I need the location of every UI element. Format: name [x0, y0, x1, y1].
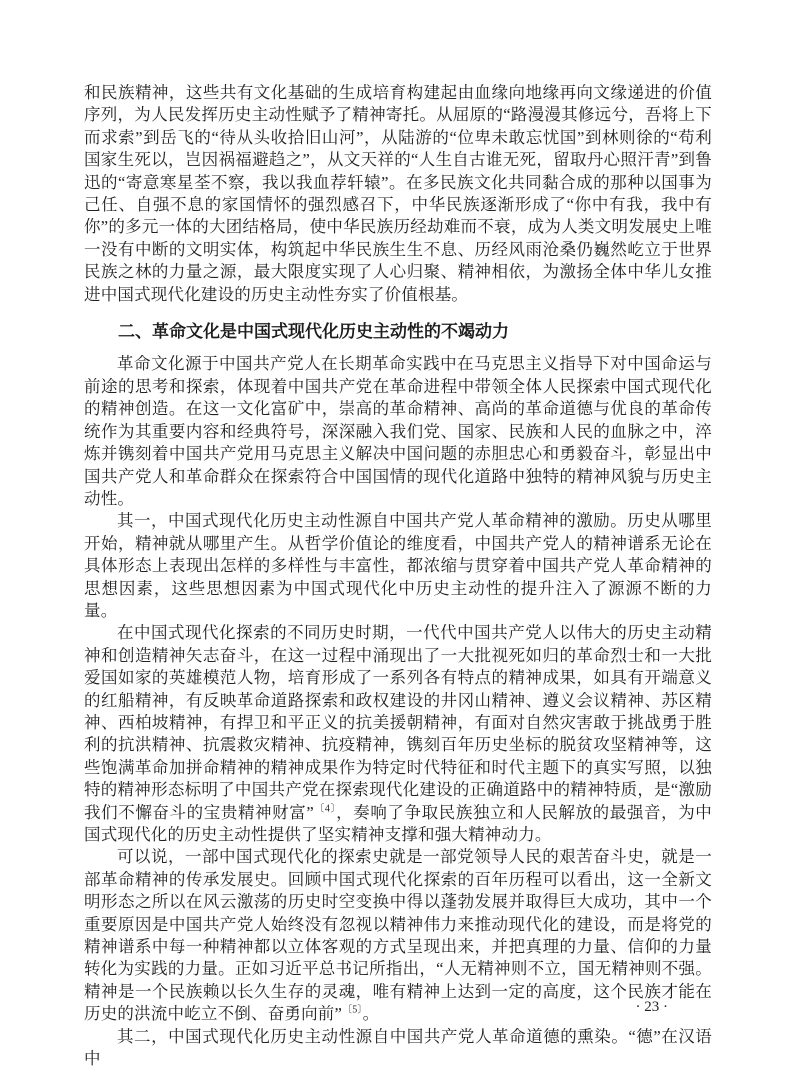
section-heading: 二、革命文化是中国式现代化历史主动性的不竭动力	[118, 322, 509, 342]
paragraph: 和民族精神，这些共有文化基础的生成培育构建起由血缘向地缘再向文缘递进的价值序列，为人民发挥历史主动性赋予了精神寄托。从屈原的“路漫漫其修远兮，吾将上下而求索”到岳飞的“待从头收拾旧山河”，从陆游的“位卑未敢忘忧国”到林则徐的“苟利国家生死以，岂因祸福避趋之”，从文天祥的“人生自古谁无死，留取丹心照汗青”到鲁迅的“寄意寒星荃不察，我以我血荐轩辕”。在多民族文化共同黏合成的那种以国事为己任、自强不息的家国情怀的强烈感召下，中华民族逐渐形成了“你中有我，我中有你”的多元一体的大团结格局，使中华民族历经劫难而不衰，成为人类文明发展史上唯一没有中断的文明实体，构筑起中华民族生生不息、历经风雨沧桑仍巍然屹立于世界民族之林的力量之源，最大限度实现了人心归聚、精神相依，为激扬全体中华儿女推进中国式现代化建设的历史主动性夯实了价值根基。	[84, 83, 712, 304]
paragraph: 在中国式现代化探索的不同历史时期，一代代中国共产党人以伟大的历史主动精神和创造精神矢志奋斗，在这一过程中涌现出了一大批视死如归的革命烈士和一大批爱国如家的英雄模范人物，培育形成了一系列各有特点的精神成果，如具有开端意义的红船精神，有反映革命道路探索和政权建设的井冈山精神、遵义会议精神、苏区精神、西柏坡精神，有捍卫和平正义的抗美援朝精神，有面对自然灾害敢于挑战勇于胜利的抗洪精神、抗震救灾精神、抗疫精神，镌刻百年历史坐标的脱贫攻坚精神等，这些饱满革命加拼命精神的精神成果作为特定时代特征和时代主题下的真实写照，以独特的精神形态标明了中国共产党在探索现代化建设的正确道路中的精神特质，是“激励我们不懈奋斗的宝贵精神财富”$^{〔4〕}$，奏响了争取民族独立和人民解放的最强音，为中国式现代化的历史主动性提供了坚实精神支撑和强大精神动力。	[84, 623, 712, 844]
paragraph: 可以说，一部中国式现代化的探索史就是一部党领导人民的艰苦奋斗史，就是一部革命精神的传承发展史。回顾中国式现代化探索的百年历程可以看出，这一全新文明形态之所以在风云激荡的历史时空变换中得以蓬勃发展并取得巨大成功，其中一个重要原因是中国共产党人始终没有忽视以精神伟力来推动现代化的建设，而是将党的精神谱系中每一种精神都以立体客观的方式呈现出来，并把真理的力量、信仰的力量转化为实践的力量。正如习近平总书记所指出，“人无精神则不立，国无精神则不强。精神是一个民族赖以长久生存的灵魂，唯有精神上达到一定的高度，这个民族才能在历史的洪流中屹立不倒、奋勇向前”$^{〔5〕}$。	[84, 847, 712, 1024]
paragraph: 其二，中国式现代化历史主动性源自中国共产党人革命道德的熏染。“德”在汉语中	[84, 1026, 712, 1069]
document-content	[84, 82, 712, 1070]
page-number: · 23 ·	[635, 999, 668, 1015]
footnote-marker: 〔4〕	[313, 803, 337, 815]
paragraph: 革命文化源于中国共产党人在长期革命实践中在马克思主义指导下对中国命运与前途的思考和探索，体现着中国共产党在革命进程中带领全体人民探索中国式现代化的精神创造。在这一文化富矿中，崇高的革命精神、高尚的革命道德与优良的革命传统作为其重要内容和经典符号，深深融入我们党、国家、民族和人民的血脉之中，淬炼并镌刻着中国共产党用马克思主义解决中国问题的赤胆忠心和勇毅奋斗，彰显出中国共产党人和革命群众在探索符合中国国情的现代化道路中独特的精神风貌与历史主动性。	[84, 354, 712, 508]
footnote-marker: 〔5〕	[342, 1004, 363, 1016]
paragraph: 其一，中国式现代化历史主动性源自中国共产党人革命精神的激励。历史从哪里开始，精神就从哪里产生。从哲学价值论的维度看，中国共产党人的精神谱系无论在具体形态上表现出怎样的多样性与丰富性，都浓缩与贯穿着中国共产党人革命精神的思想因素，这些思想因素为中国式现代化中历史主动性的提升注入了源源不断的力量。	[84, 511, 712, 620]
